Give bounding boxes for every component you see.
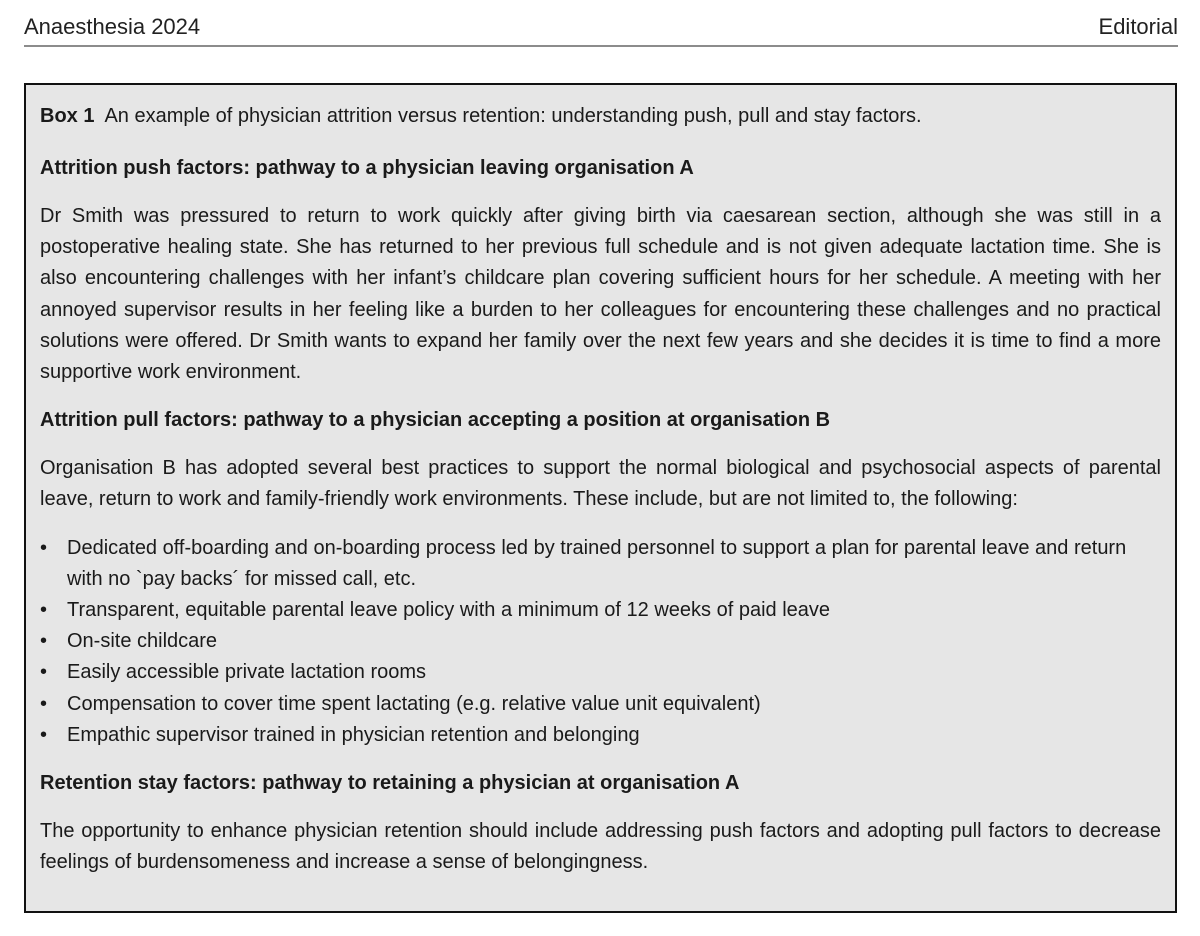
journal-title: Anaesthesia 2024 bbox=[24, 14, 201, 39]
pull-factors-heading: Attrition pull factors: pathway to a physician accepting a position at organisation B bbox=[40, 409, 831, 432]
stay-factors-heading: Retention stay factors: pathway to retaining a physician at organisation A bbox=[40, 772, 740, 795]
list-item: • Compensation to cover time spent lactating (e.g. relative value unit equivalent) bbox=[40, 689, 1161, 720]
box-label: Box 1 bbox=[40, 105, 95, 127]
pull-factors-text: Organisation B has adopted several best practices to support the normal biological and psychosocial aspects of parental leave, return to work and family-friendly work environments. These include, but are not limited to, the following: bbox=[40, 457, 1161, 511]
box-1 bbox=[24, 83, 1177, 913]
box-caption-text: An example of physician attrition versus retention: understanding push, pull and stay factors. bbox=[104, 105, 922, 127]
header-rule bbox=[24, 45, 1178, 47]
section-label: Editorial bbox=[1098, 14, 1178, 39]
list-item: • Empathic supervisor trained in physician retention and belonging bbox=[40, 720, 1161, 751]
list-item: • Easily accessible private lactation rooms bbox=[40, 657, 1161, 688]
box-caption bbox=[40, 101, 1161, 132]
stay-factors-text: The opportunity to enhance physician retention should include addressing push factors and adopting pull factors to decrease feelings of burdensomeness and increase a sense of belongingness. bbox=[40, 820, 1161, 874]
running-header bbox=[24, 10, 1178, 44]
list-item: • Transparent, equitable parental leave policy with a minimum of 12 weeks of paid leave bbox=[40, 595, 1161, 626]
push-factors-heading: Attrition push factors: pathway to a physician leaving organisation A bbox=[40, 157, 694, 179]
list-item: • Dedicated off-boarding and on-boarding process led by trained personnel to support a plan for parental leave and return with no `pay backs´ for missed call, etc. bbox=[40, 533, 1161, 595]
list-item: • On-site childcare bbox=[40, 626, 1161, 657]
push-factors-text: Dr Smith was pressured to return to work quickly after giving birth via caesarean section, although she was still in a postoperative healing state. She has returned to her previous full schedule and is not given adequate lactation time. She is also encountering challenges with her infant’s childcare plan covering sufficient hours for her schedule. A meeting with her annoyed supervisor results in her feeling like a burden to her colleagues for encountering these challenges and no practical solutions were offered. Dr Smith wants to expand her family over the next few years and she decides it is time to find a more supportive work environment. bbox=[40, 205, 1161, 384]
best-practices-list bbox=[40, 533, 1161, 751]
